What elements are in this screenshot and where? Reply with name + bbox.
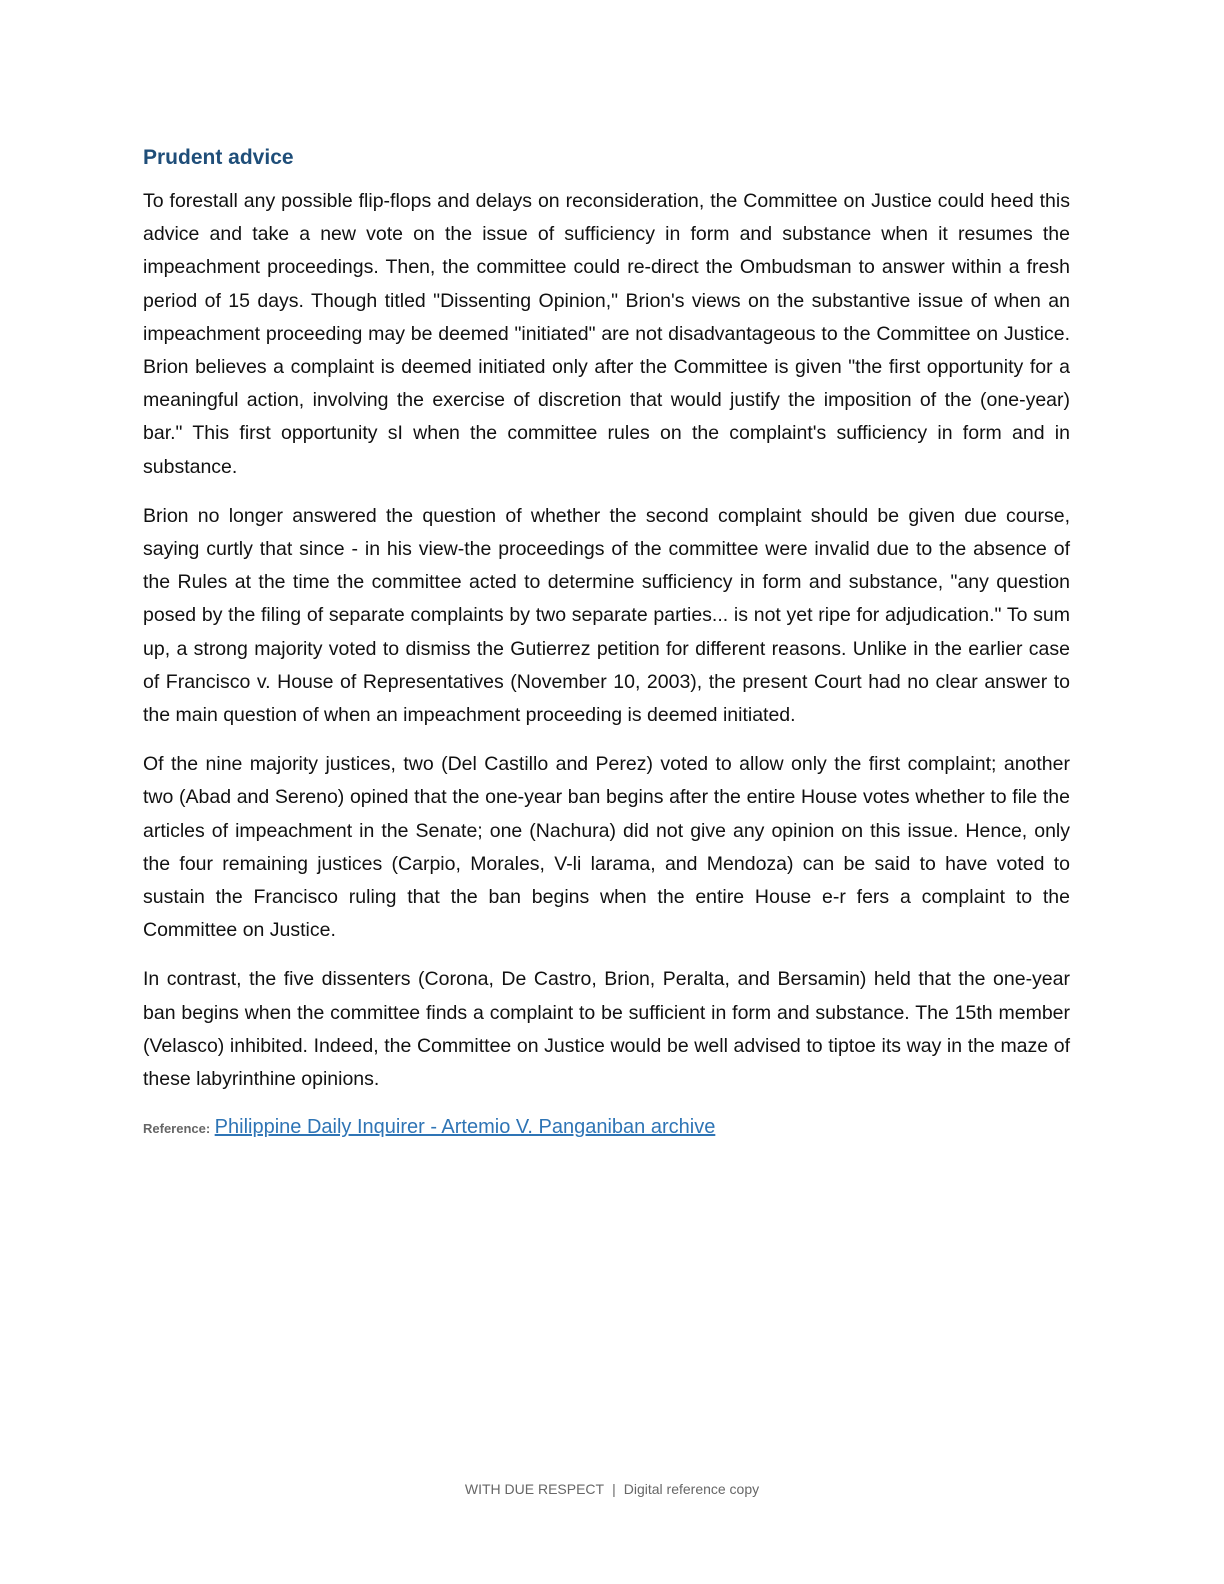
reference-line <box>143 1112 1070 1144</box>
page-footer <box>0 1478 1224 1500</box>
document-page <box>143 143 1070 1144</box>
reference-label: Reference: <box>143 1121 211 1137</box>
paragraph-4: In contrast, the five dissenters (Corona, De Castro, Brion, Peralta, and Bersamin) held that the one-year ban begins when the committee finds a complaint to be sufficient in form and substance. The 15th member (Velasco) inhibited. Indeed, the Committee on Justice would be well advised to tiptoe its way in the maze of these labyrinthine opinions. <box>143 968 1070 1091</box>
footer-subtitle: Digital reference copy <box>623 1481 760 1497</box>
footer-title: WITH DUE RESPECT <box>464 1481 605 1497</box>
paragraph-1: To forestall any possible flip-flops and delays on reconsideration, the Committee on Justice could heed this advice and take a new vote on the issue of sufficiency in form and substance when it resumes the impeachment proceedings. Then, the committee could re-direct the Ombudsman to answer within a fresh period of 15 days. Though titled "Dissenting Opinion," Brion's views on the substantive issue of when an impeachment proceeding may be deemed "initiated" are not disadvantageous to the Committee on Justice. Brion believes a complaint is deemed initiated only after the Committee is given "the first opportunity for a meaningful action, involving the exercise of discretion that would justify the imposition of the (one-year) bar." This first opportunity sI when the committee rules on the complaint's sufficiency in form and in substance. <box>143 190 1070 478</box>
section-heading: Prudent advice <box>143 146 294 169</box>
paragraph-2: Brion no longer answered the question of whether the second complaint should be given due course, saying curtly that since - in his view-the proceedings of the committee were invalid due to the absence of the Rules at the time the committee acted to determine sufficiency in form and substance, "any question posed by the filing of separate complaints by two separate parties... is not yet ripe for adjudication." To sum up, a strong majority voted to dismiss the Gutierrez petition for different reasons. Unlike in the earlier case of Francisco v. House of Representatives (November 10, 2003), the present Court had no clear answer to the main question of when an impeachment proceeding is deemed initiated. <box>143 504 1070 727</box>
paragraph-3: Of the nine majority justices, two (Del Castillo and Perez) voted to allow only the first complaint; another two (Abad and Sereno) opined that the one-year ban begins after the entire House votes whether to file the articles of impeachment in the Senate; one (Nachura) did not give any opinion on this issue. Hence, only the four remaining justices (Carpio, Morales, V-li larama, and Mendoza) can be said to have voted to sustain the Francisco ruling that the ban begins when the entire House e-r fers a complaint to the Committee on Justice. <box>143 753 1070 942</box>
footer-separator: | <box>612 1481 616 1497</box>
reference-link[interactable]: Philippine Daily Inquirer - Artemio V. Panganiban archive <box>214 1116 716 1139</box>
